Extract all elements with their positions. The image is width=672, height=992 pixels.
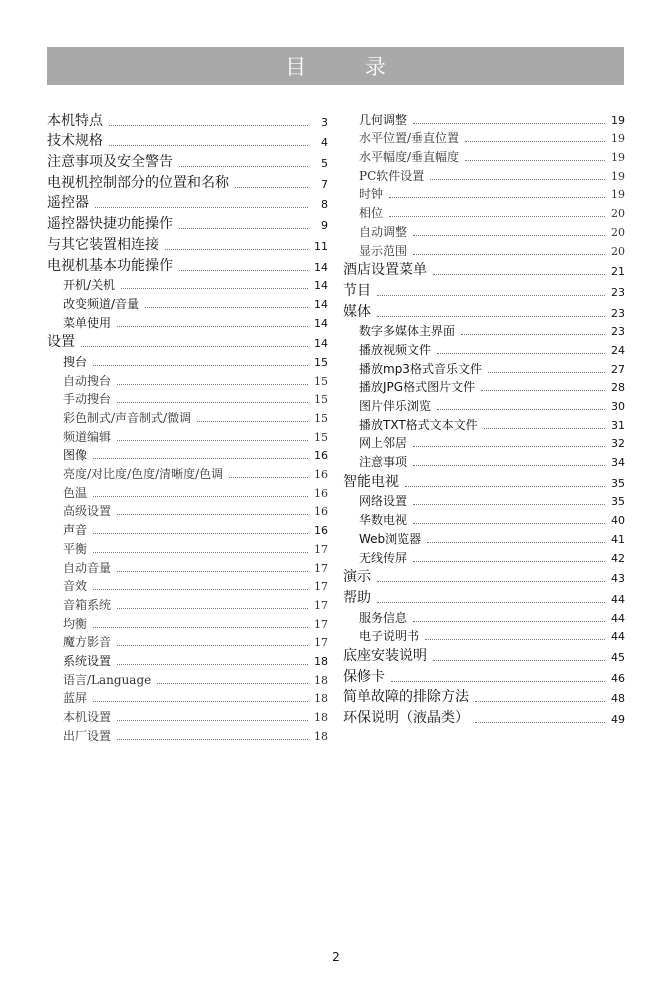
toc-subentry[interactable] — [343, 340, 625, 359]
toc-entry[interactable] — [343, 666, 625, 687]
toc-entry[interactable] — [343, 687, 625, 708]
toc-entry-label: 几何调整 — [359, 112, 408, 127]
toc-entry-label: 播放TXT格式文本文件 — [359, 417, 478, 432]
toc-entry-label: 帮助 — [343, 589, 371, 606]
toc-entry-label: 自动调整 — [359, 224, 408, 239]
toc-subentry[interactable] — [343, 222, 625, 241]
dot-leader — [413, 561, 605, 562]
toc-entry-label: 搜台 — [63, 354, 88, 369]
toc-entry-label: 播放视频文件 — [359, 342, 432, 357]
toc-entry-label: 遥控器快捷功能操作 — [47, 216, 173, 233]
toc-entry-page: 18 — [314, 711, 328, 724]
toc-entry-page: 19 — [611, 169, 625, 183]
dot-leader — [235, 187, 308, 188]
toc-entry-page: 40 — [611, 514, 625, 528]
dot-leader — [93, 533, 308, 534]
toc-subentry[interactable] — [47, 390, 328, 409]
toc-subentry[interactable] — [343, 147, 625, 166]
toc-subentry[interactable] — [47, 558, 328, 577]
dot-leader — [405, 486, 605, 487]
toc-entry-label: Web浏览器 — [359, 531, 422, 546]
toc-entry-label: 服务信息 — [359, 610, 408, 625]
toc-entry-page: 19 — [611, 113, 625, 127]
dot-leader — [389, 216, 605, 217]
toc-entry-page: 9 — [321, 219, 328, 233]
toc-entry-label: 网络设置 — [359, 494, 408, 509]
toc-subentry[interactable] — [343, 322, 625, 341]
toc-entry-page: 17 — [314, 598, 328, 612]
toc-entry-label: 播放mp3格式音乐文件 — [359, 361, 482, 376]
dot-leader — [93, 458, 308, 459]
dot-leader — [481, 390, 605, 391]
toc-entry-label: 系统设置 — [63, 653, 112, 668]
dot-leader — [475, 701, 605, 702]
toc-entry-page: 14 — [314, 337, 328, 351]
dot-leader — [465, 160, 605, 161]
toc-entry-label: 智能电视 — [343, 473, 399, 490]
dot-leader — [461, 334, 605, 335]
toc-entry-page: 15 — [314, 430, 328, 444]
toc-entry-page: 17 — [314, 636, 328, 650]
dot-leader — [93, 627, 308, 628]
dot-leader — [109, 145, 308, 146]
toc-entry-label: 演示 — [343, 569, 371, 586]
dot-leader — [377, 316, 605, 317]
toc-subentry[interactable] — [47, 539, 328, 558]
toc-entry-page: 43 — [611, 572, 625, 586]
toc-entry-page: 3 — [321, 115, 328, 129]
toc-column-right — [343, 110, 625, 728]
toc-entry-page: 18 — [314, 673, 328, 687]
toc-subentry[interactable] — [47, 427, 328, 446]
toc-entry-page: 35 — [611, 495, 625, 509]
toc-entry-page: 20 — [611, 207, 625, 221]
toc-subentry[interactable] — [343, 608, 625, 627]
toc-entry-label: 遥控器 — [47, 195, 89, 212]
toc-subentry[interactable] — [343, 110, 625, 129]
toc-entry-page: 21 — [611, 265, 625, 279]
toc-entry-label: 媒体 — [343, 303, 371, 320]
toc-entry-page: 24 — [611, 343, 625, 357]
toc-entry-label: 设置 — [47, 334, 75, 351]
toc-entry-page: 32 — [611, 437, 625, 451]
toc-subentry[interactable] — [47, 726, 328, 745]
toc-entry-page: 17 — [314, 580, 328, 594]
dot-leader — [165, 249, 308, 250]
dot-leader — [93, 701, 308, 702]
dot-leader — [413, 235, 605, 236]
dot-leader — [413, 621, 605, 622]
toc-subentry[interactable] — [47, 483, 328, 502]
dot-leader — [413, 504, 605, 505]
toc-subentry[interactable] — [343, 185, 625, 204]
toc-entry-page: 48 — [611, 692, 625, 706]
toc-entry-page: 15 — [314, 412, 328, 425]
toc-entry-page: 28 — [611, 381, 625, 395]
toc-subentry[interactable] — [47, 294, 328, 313]
toc-subentry[interactable] — [47, 670, 328, 689]
dot-leader — [117, 326, 308, 327]
toc-entry-label: 图片伴乐浏览 — [359, 399, 432, 413]
toc-subentry[interactable] — [343, 434, 625, 453]
toc-entry-page: 23 — [611, 306, 625, 320]
dot-leader — [475, 722, 605, 723]
toc-subentry[interactable] — [343, 378, 625, 397]
toc-subentry[interactable] — [343, 529, 625, 548]
toc-entry-label: 华数电视 — [359, 513, 408, 528]
toc-entry[interactable] — [47, 110, 328, 131]
toc-entry-page: 11 — [314, 239, 328, 253]
toc-entry-page: 34 — [611, 456, 625, 470]
toc-entry-label: 本机特点 — [47, 112, 103, 129]
dot-leader — [179, 166, 308, 167]
dot-leader — [121, 288, 308, 289]
toc-entry-label: 注意事项 — [359, 455, 408, 470]
toc-entry-label: 菜单使用 — [63, 315, 112, 330]
dot-leader — [465, 141, 605, 142]
dot-leader — [81, 346, 308, 347]
toc-subentry[interactable] — [47, 689, 328, 708]
dot-leader — [117, 645, 308, 646]
dot-leader — [377, 602, 605, 603]
toc-entry[interactable] — [343, 471, 625, 492]
toc-entry-page: 17 — [314, 617, 328, 631]
dot-leader — [117, 739, 308, 740]
toc-entry[interactable] — [343, 587, 625, 608]
toc-entry-label: 出厂设置 — [63, 728, 112, 743]
toc-entry-label: 技术规格 — [47, 133, 103, 150]
toc-subentry[interactable] — [47, 502, 328, 521]
toc-entry-page: 16 — [314, 524, 328, 538]
toc-entry[interactable] — [343, 707, 625, 728]
toc-entry-label: 数字多媒体主界面 — [359, 324, 456, 339]
toc-entry-label: 改变频道/音量 — [63, 296, 140, 311]
toc-entry-page: 23 — [611, 285, 625, 299]
dot-leader — [179, 270, 308, 271]
toc-subentry[interactable] — [343, 396, 625, 415]
toc-subentry[interactable] — [343, 510, 625, 529]
dot-leader — [117, 720, 308, 721]
dot-leader — [117, 440, 308, 441]
toc-entry[interactable] — [47, 332, 328, 353]
toc-subentry[interactable] — [343, 452, 625, 471]
toc-entry-label: 蓝屏 — [63, 691, 88, 706]
toc-entry[interactable] — [343, 645, 625, 666]
toc-entry-label: 高级设置 — [63, 504, 112, 519]
toc-entry[interactable] — [343, 280, 625, 301]
dot-leader — [437, 353, 605, 354]
toc-entry-label: 注意事项及安全警告 — [47, 154, 173, 171]
toc-entry-label: 电视机基本功能操作 — [47, 257, 173, 274]
dot-leader — [93, 589, 308, 590]
toc-subentry[interactable] — [343, 359, 625, 378]
dot-leader — [413, 123, 605, 124]
dot-leader — [427, 542, 605, 543]
dot-leader — [413, 254, 605, 255]
toc-entry-page: 19 — [611, 151, 625, 165]
toc-column-left — [47, 110, 328, 745]
dot-leader — [145, 307, 308, 308]
toc-entry-label: 显示范围 — [359, 243, 408, 258]
toc-entry-page: 14 — [314, 279, 328, 293]
toc-entry-label: 自动搜台 — [63, 373, 112, 388]
toc-entry-label: 自动音量 — [63, 560, 112, 575]
toc-subentry[interactable] — [47, 577, 328, 596]
toc-entry-label: 时钟 — [359, 187, 384, 202]
toc-entry-label: 水平幅度/垂直幅度 — [359, 150, 460, 165]
dot-leader — [117, 664, 308, 665]
toc-entry-label: 电视机控制部分的位置和名称 — [47, 174, 229, 191]
toc-entry-label: 音效 — [63, 579, 88, 594]
toc-subentry[interactable] — [47, 614, 328, 633]
toc-entry-page: 16 — [314, 486, 328, 500]
toc-entry-page: 18 — [314, 692, 328, 706]
toc-entry-page: 14 — [314, 297, 328, 311]
dot-leader — [117, 402, 308, 403]
toc-entry[interactable] — [47, 193, 328, 214]
toc-subentry[interactable] — [343, 203, 625, 222]
toc-entry-page: 44 — [611, 611, 625, 625]
toc-entry-label: 魔方影音 — [63, 635, 112, 650]
toc-entry-page: 17 — [314, 561, 328, 575]
toc-entry-page: 19 — [611, 188, 625, 202]
toc-entry-label: 彩色制式/声音制式/微调 — [63, 411, 192, 425]
dot-leader — [433, 660, 605, 661]
toc-entry-page: 18 — [314, 654, 328, 668]
dot-leader — [93, 365, 308, 366]
toc-entry[interactable] — [47, 255, 328, 276]
dot-leader — [377, 295, 605, 296]
dot-leader — [117, 571, 308, 572]
toc-entry-label: 音箱系统 — [63, 597, 112, 612]
toc-subentry[interactable] — [47, 408, 328, 427]
toc-entry-label: 电子说明书 — [359, 629, 420, 644]
toc-entry-page: 14 — [314, 316, 328, 330]
toc-entry-label: 保修卡 — [343, 668, 385, 685]
toc-entry-page: 8 — [321, 198, 328, 212]
toc-entry-page: 15 — [314, 393, 328, 407]
toc-entry-page: 44 — [611, 630, 625, 644]
toc-entry-page: 15 — [314, 374, 328, 388]
toc-entry-page: 14 — [314, 260, 328, 274]
toc-entry-label: 底座安装说明 — [343, 647, 427, 664]
toc-subentry[interactable] — [47, 276, 328, 295]
dot-leader — [93, 552, 308, 553]
toc-entry-page: 23 — [611, 325, 625, 339]
toc-entry[interactable] — [47, 234, 328, 255]
toc-entry-label: 图像 — [63, 448, 88, 463]
toc-entry-page: 16 — [314, 468, 328, 482]
toc-entry-label: 无线传屏 — [359, 550, 408, 565]
dot-leader — [117, 608, 308, 609]
dot-leader — [389, 197, 605, 198]
toc-entry-label: 语言/Language — [63, 672, 152, 687]
dot-leader — [413, 523, 605, 524]
dot-leader — [197, 421, 308, 422]
dot-leader — [488, 372, 605, 373]
toc-entry-page: 44 — [611, 592, 625, 606]
toc-subentry[interactable] — [47, 651, 328, 670]
toc-subentry[interactable] — [47, 633, 328, 652]
toc-entry-label: 手动搜台 — [63, 392, 112, 407]
toc-entry-label: 播放JPG格式图片文件 — [359, 380, 476, 395]
toc-subentry[interactable] — [47, 520, 328, 539]
toc-entry[interactable] — [47, 131, 328, 152]
toc-title-bar — [47, 47, 624, 85]
toc-entry-label: 平衡 — [63, 541, 88, 556]
dot-leader — [484, 428, 605, 429]
dot-leader — [157, 683, 308, 684]
toc-entry-label: 开机/关机 — [63, 278, 116, 293]
toc-entry-label: 环保说明（液晶类） — [343, 710, 469, 726]
toc-entry-label: 本机设置 — [63, 710, 112, 724]
toc-entry-page: 46 — [611, 671, 625, 685]
toc-subentry[interactable] — [47, 371, 328, 390]
toc-entry-label: 声音 — [63, 523, 88, 538]
toc-entry-page: 15 — [314, 355, 328, 369]
toc-entry-page: 41 — [611, 532, 625, 546]
toc-entry-label: PC软件设置 — [359, 168, 425, 183]
toc-entry-page: 49 — [611, 713, 625, 726]
toc-entry-page: 35 — [611, 476, 625, 490]
toc-subentry[interactable] — [343, 492, 625, 511]
toc-entry-page: 7 — [321, 177, 328, 191]
toc-entry-label: 酒店设置菜单 — [343, 262, 427, 279]
toc-entry-label: 水平位置/垂直位置 — [359, 131, 460, 146]
dot-leader — [437, 409, 605, 410]
toc-subentry[interactable] — [47, 313, 328, 332]
dot-leader — [391, 681, 605, 682]
page-number: 2 — [332, 950, 340, 964]
toc-entry-page: 31 — [611, 418, 625, 432]
toc-title: 目 录 — [285, 55, 412, 79]
toc-subentry[interactable] — [47, 446, 328, 465]
dot-leader — [229, 477, 308, 478]
toc-subentry[interactable] — [343, 548, 625, 567]
toc-subentry[interactable] — [343, 241, 625, 260]
dot-leader — [117, 384, 308, 385]
dot-leader — [430, 179, 605, 180]
dot-leader — [413, 446, 605, 447]
toc-entry-label: 与其它装置相连接 — [47, 236, 159, 253]
toc-entry-label: 相位 — [359, 206, 384, 221]
toc-entry-label: 均衡 — [63, 616, 88, 631]
dot-leader — [109, 125, 308, 126]
toc-entry-page: 5 — [321, 157, 328, 171]
dot-leader — [179, 228, 308, 229]
dot-leader — [95, 207, 308, 208]
toc-entry-label: 频道编辑 — [63, 429, 112, 444]
toc-entry-page: 16 — [314, 505, 328, 519]
toc-subentry[interactable] — [343, 415, 625, 434]
toc-subentry[interactable] — [47, 464, 328, 483]
toc-entry-page: 4 — [321, 136, 328, 150]
toc-entry-page: 45 — [611, 650, 625, 664]
toc-entry-label: 亮度/对比度/色度/清晰度/色调 — [63, 467, 224, 482]
dot-leader — [117, 514, 308, 515]
toc-entry-label: 节目 — [343, 282, 371, 299]
dot-leader — [377, 581, 605, 582]
toc-entry[interactable] — [343, 301, 625, 322]
toc-entry-page: 27 — [611, 362, 625, 376]
toc-entry-label: 网上邻居 — [359, 436, 408, 451]
dot-leader — [433, 274, 605, 275]
toc-subentry[interactable] — [47, 352, 328, 371]
dot-leader — [93, 496, 308, 497]
toc-entry-page: 17 — [314, 542, 328, 556]
toc-entry-page: 18 — [314, 729, 328, 743]
toc-entry-page: 20 — [611, 225, 625, 239]
dot-leader — [425, 639, 605, 640]
toc-entry[interactable] — [47, 213, 328, 234]
toc-subentry[interactable] — [47, 595, 328, 614]
toc-subentry[interactable] — [47, 707, 328, 726]
toc-entry-page: 19 — [611, 132, 625, 146]
toc-entry-page: 42 — [611, 551, 625, 565]
toc-entry[interactable] — [47, 151, 328, 172]
toc-subentry[interactable] — [343, 129, 625, 148]
toc-entry[interactable] — [343, 260, 625, 281]
dot-leader — [413, 465, 605, 466]
toc-subentry[interactable] — [343, 166, 625, 185]
toc-entry-label: 简单故障的排除方法 — [343, 689, 469, 706]
toc-entry-label: 色温 — [63, 485, 88, 500]
toc-entry[interactable] — [47, 172, 328, 193]
toc-entry-page: 20 — [611, 244, 625, 258]
toc-entry[interactable] — [343, 567, 625, 588]
toc-entry-page: 16 — [314, 449, 328, 463]
toc-entry-page: 30 — [611, 400, 625, 413]
toc-subentry[interactable] — [343, 627, 625, 646]
